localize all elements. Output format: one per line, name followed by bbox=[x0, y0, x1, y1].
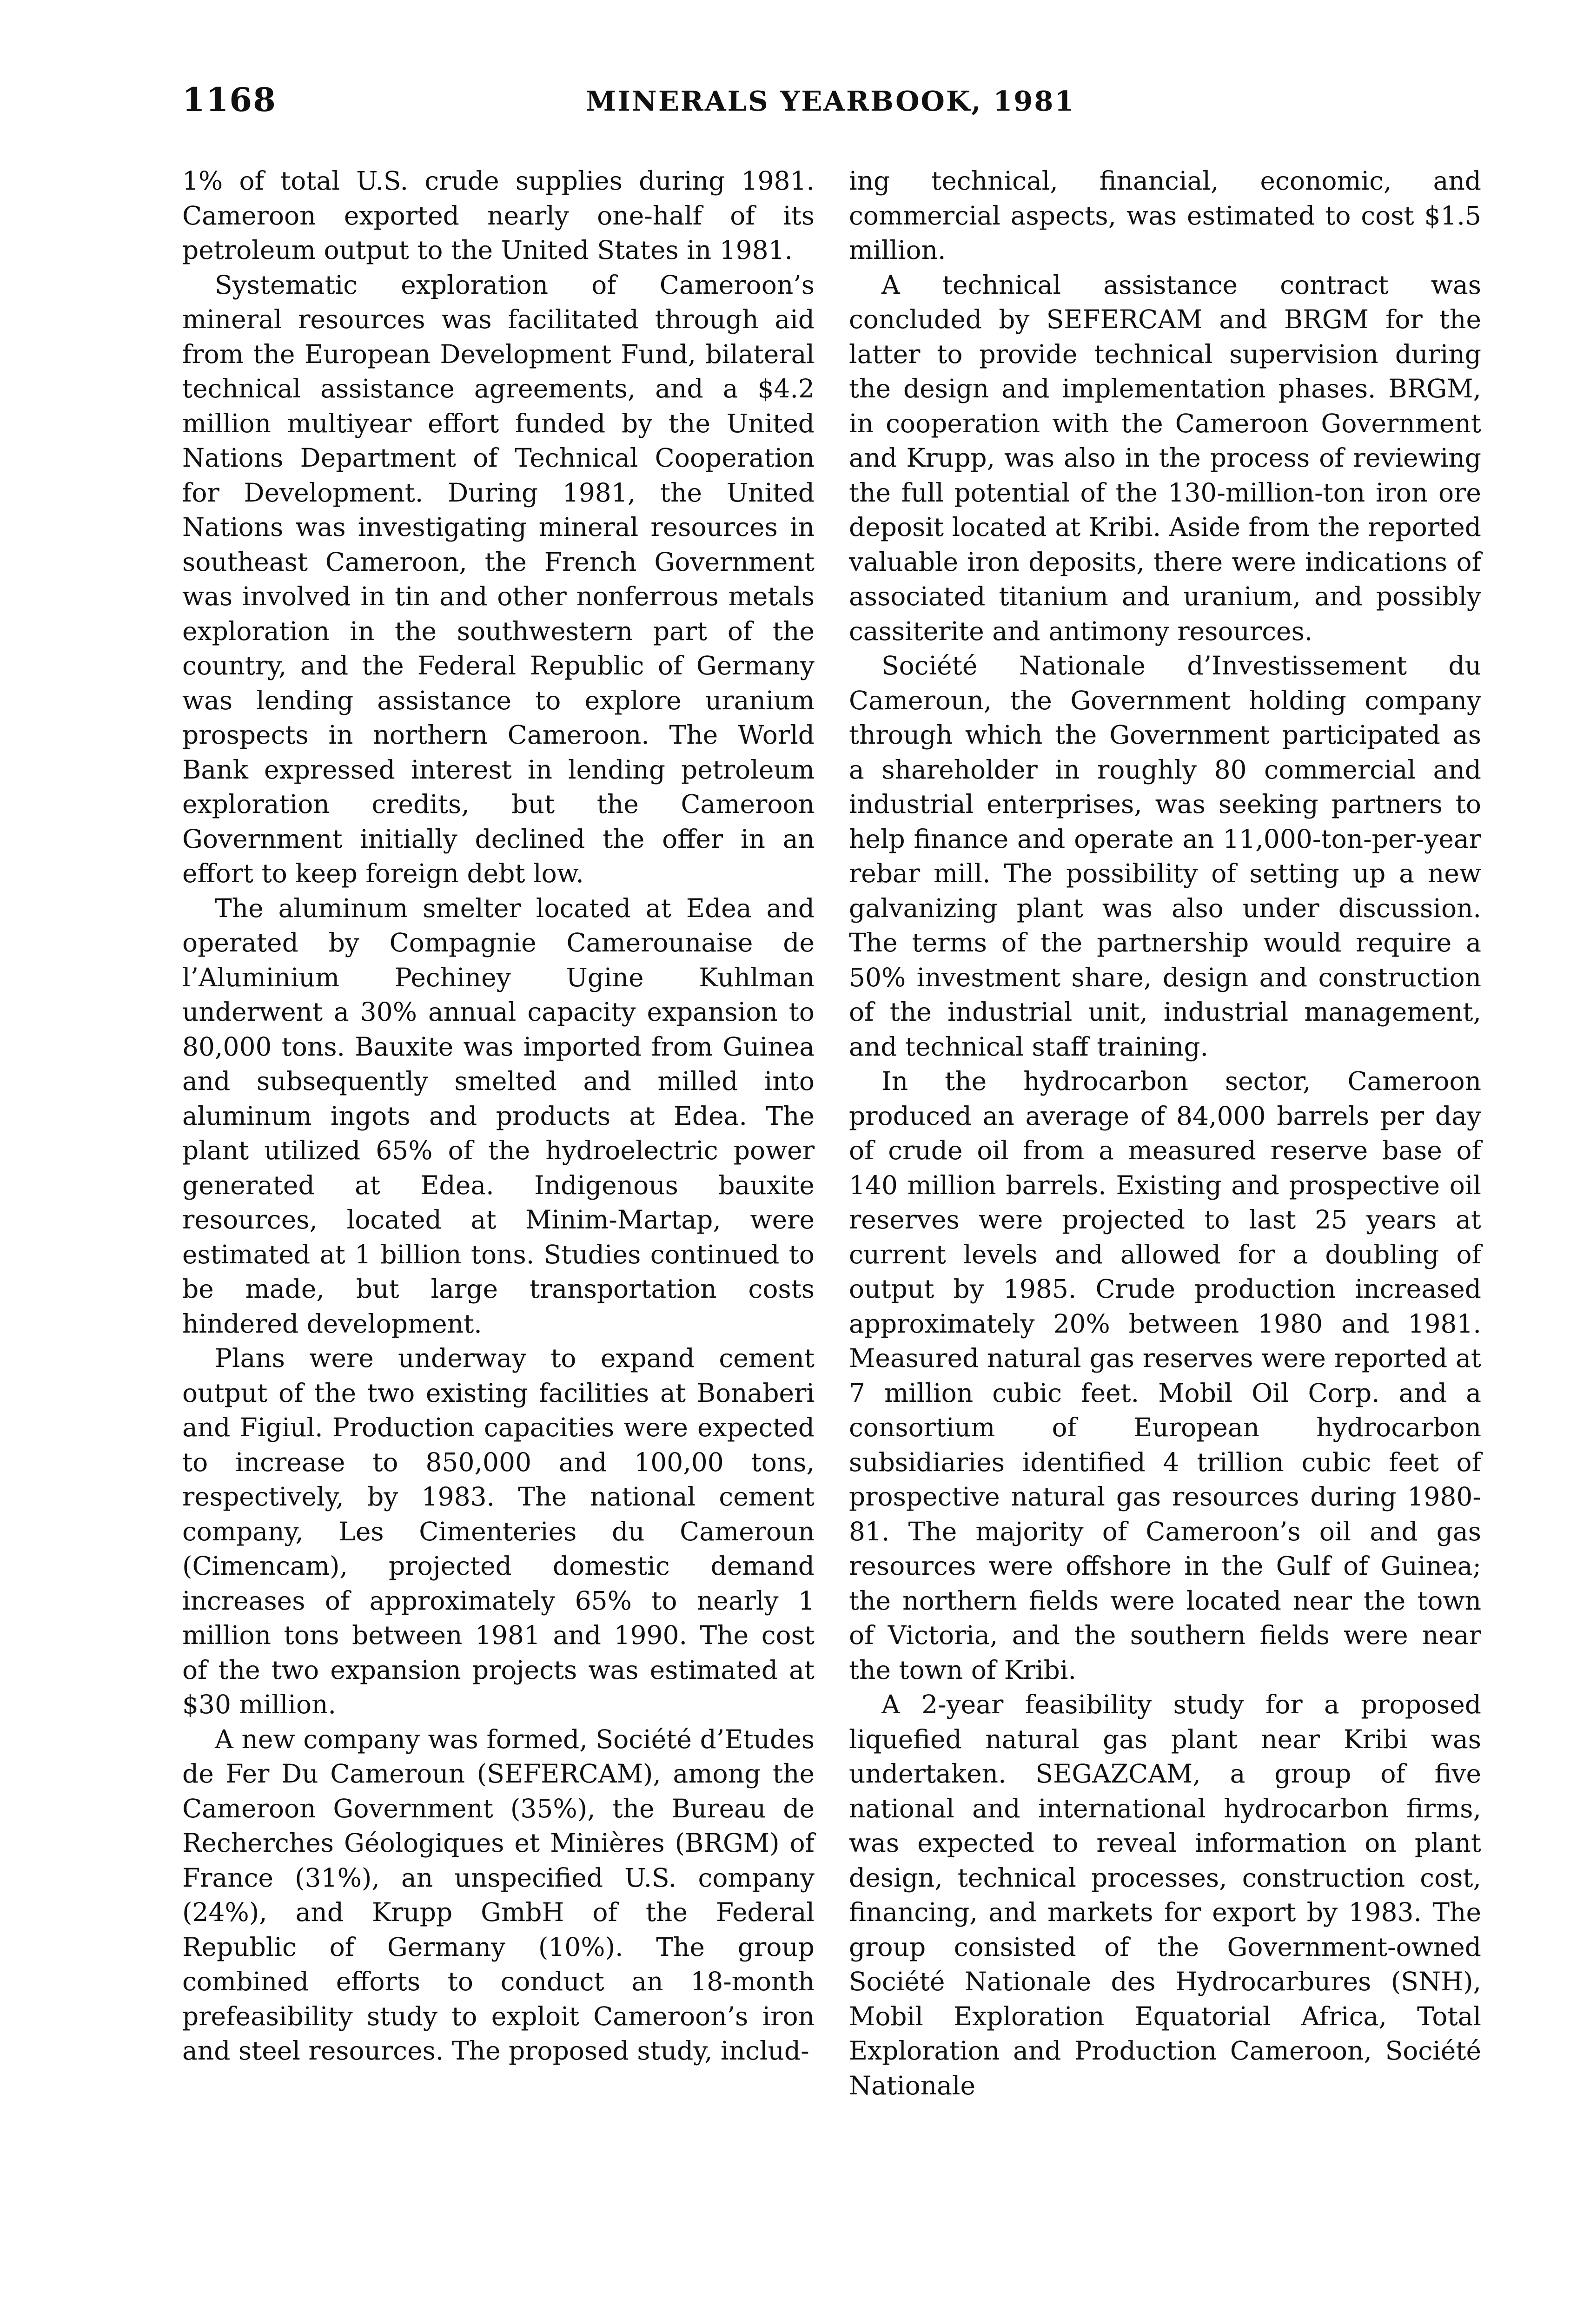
paragraph: ing technical, financial, economic, and commercial aspects, was estimated to cost $1.5 million. bbox=[849, 166, 1481, 265]
paragraph: A new company was formed, Société d’Etudes de Fer Du Cameroun (SEFERCAM), among the Cameroon Government (35%), the Bureau de Recherches Géologiques et Minières (BRGM) of France (31%), an unspecified U.S. company (24%), and Krupp GmbH of the Federal Republic of Germany (10%). The group combined efforts to conduct an 18-month prefeasibility study to exploit Cameroon’s iron and steel resources. The proposed study, includ- bbox=[182, 1724, 815, 2066]
paragraph: The aluminum smelter located at Edea and operated by Compagnie Camerounaise de l’Aluminium Pechiney Ugine Kuhlman underwent a 30% annual capacity expansion to 80,000 tons. Bauxite was imported from Guinea and subsequently smelted and milled into aluminum ingots and products at Edea. The plant utilized 65% of the hydroelectric power generated at Edea. Indigenous bauxite resources, located at Minim-Martap, were estimated at 1 billion tons. Studies continued to be made, but large transportation costs hindered development. bbox=[182, 893, 815, 1339]
paragraph: A technical assistance contract was concluded by SEFERCAM and BRGM for the latter to provide technical supervision during the design and implementation phases. BRGM, in cooperation with the Cameroon Government and Krupp, was also in the process of reviewing the full potential of the 130-million-ton iron ore deposit located at Kribi. Aside from the reported valuable iron deposits, there were indications of associated titanium and uranium, and possibly cassiterite and antimony resources. bbox=[849, 270, 1481, 646]
right-column bbox=[849, 164, 1481, 2103]
paragraph: Systematic exploration of Cameroon’s mineral resources was facilitated through aid from the European Development Fund, bilateral technical assistance agreements, and a $4.2 million multiyear effort funded by the United Nations Department of Technical Cooperation for Development. During 1981, the United Nations was investigating mineral resources in southeast Cameroon, the French Government was involved in tin and other nonferrous metals exploration in the southwestern part of the country, and the Federal Republic of Germany was lending assistance to explore uranium prospects in northern Cameroon. The World Bank expressed interest in lending petroleum exploration credits, but the Cameroon Government initially declined the offer in an effort to keep foreign debt low. bbox=[182, 270, 815, 888]
page-number: 1168 bbox=[182, 80, 277, 119]
paragraph: 1% of total U.S. crude supplies during 1981. Cameroon exported nearly one-half of its petroleum output to the United States in 1981. bbox=[182, 166, 815, 265]
paragraph: Plans were underway to expand cement output of the two existing facilities at Bonaberi and Figiul. Production capacities were expected to increase to 850,000 and 100,00 tons, respectively, by 1983. The national cement company, Les Cimenteries du Cameroun (Cimencam), projected domestic demand increases of approximately 65% to nearly 1 million tons between 1981 and 1990. The cost of the two expansion projects was estimated at $30 million. bbox=[182, 1343, 815, 1719]
left-column bbox=[182, 164, 815, 2068]
page-header bbox=[0, 0, 1570, 139]
paragraph: A 2-year feasibility study for a proposed liquefied natural gas plant near Kribi was undertaken. SEGAZCAM, a group of five national and international hydrocarbon firms, was expected to reveal information on plant design, technical processes, construction cost, financing, and markets for export by 1983. The group consisted of the Government-owned Société Nationale des Hydrocarbures (SNH), Mobil Exploration Equatorial Africa, Total Exploration and Production Cameroon, Société Nationale bbox=[849, 1690, 1481, 2100]
running-head: MINERALS YEARBOOK, 1981 bbox=[586, 85, 1075, 117]
paragraph: In the hydrocarbon sector, Cameroon produced an average of 84,000 barrels per day of crude oil from a measured reserve base of 140 million barrels. Existing and prospective oil reserves were projected to last 25 years at current levels and allowed for a doubling of output by 1985. Crude production increased approximately 20% between 1980 and 1981. Measured natural gas reserves were reported at 7 million cubic feet. Mobil Oil Corp. and a consortium of European hydrocarbon subsidiaries identified 4 trillion cubic feet of prospective natural gas resources during 1980-81. The majority of Cameroon’s oil and gas resources were offshore in the Gulf of Guinea; the northern fields were located near the town of Victoria, and the southern fields were near the town of Kribi. bbox=[849, 1066, 1481, 1685]
paragraph: Société Nationale d’Investissement du Cameroun, the Government holding company through which the Government participated as a shareholder in roughly 80 commercial and industrial enterprises, was seeking partners to help finance and operate an 11,000-ton-per-year rebar mill. The possibility of setting up a new galvanizing plant was also under discussion. The terms of the partnership would require a 50% investment share, design and construction of the industrial unit, industrial management, and technical staff training. bbox=[849, 651, 1481, 1062]
